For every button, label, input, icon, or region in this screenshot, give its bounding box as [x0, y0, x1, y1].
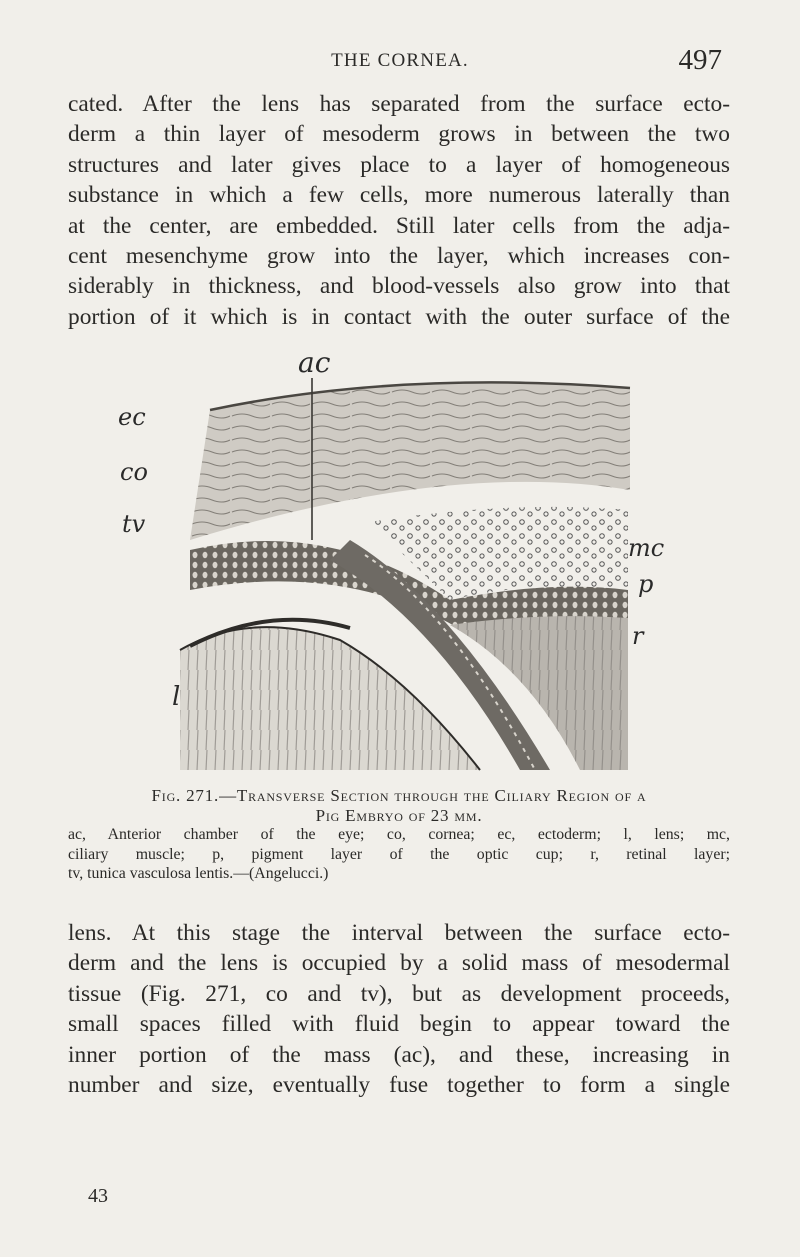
ciliary-section-illustration — [150, 350, 650, 780]
text-line: cent mesenchyme grow into the layer, which increases con- — [68, 243, 730, 270]
text-line: substance in which a few cells, more numerous laterally than — [68, 182, 730, 209]
page-number: 497 — [678, 44, 722, 76]
label-tv: tv — [122, 510, 146, 538]
label-ec: ec — [118, 403, 146, 431]
caption-body-line: tv, tunica vasculosa lentis.—(Angelucci.) — [68, 865, 329, 883]
figure-271 — [118, 346, 665, 780]
running-head — [0, 46, 800, 76]
caption-title-line-2: Pig Embryo of 23 mm. — [315, 805, 483, 825]
text-line: siderably in thickness, and blood-vessels also grow into that — [68, 273, 730, 300]
text-line: small spaces filled with fluid begin to appear toward the — [68, 1011, 730, 1038]
text-line: inner portion of the mass (ac), and these, increasing in — [68, 1041, 730, 1068]
paragraph-1 — [68, 89, 730, 332]
text-line: at the center, are embedded. Still later cells from the adja- — [68, 212, 730, 239]
text-line: lens. At this stage the interval between the surface ecto- — [68, 920, 730, 946]
text-line: tissue (Fig. 271, co and tv), but as development proceeds, — [68, 980, 730, 1007]
caption-title-line-1: Fig. 271.—Transverse Section through the Ciliary Region of a — [151, 786, 647, 805]
running-title: THE CORNEA. — [331, 50, 469, 71]
label-p: p — [638, 570, 654, 598]
text-line: derm and the lens is occupied by a solid mass of mesodermal — [68, 950, 730, 977]
text-line: cated. After the lens has separated from the surface ecto- — [68, 91, 730, 117]
text-line: structures and later gives place to a layer of homogeneous — [68, 151, 730, 178]
paragraph-2 — [68, 918, 730, 1100]
caption-body-line: ciliary muscle; p, pigment layer of the optic cup; r, retinal layer; — [68, 845, 730, 863]
label-mc: mc — [628, 534, 665, 562]
label-ac: ac — [298, 346, 331, 379]
text-line: portion of it which is in contact with the outer surface of the — [68, 303, 730, 330]
figure-caption — [68, 786, 730, 884]
label-l: l — [172, 682, 181, 712]
text-line: derm a thin layer of mesoderm grows in between the two — [68, 121, 730, 148]
text-line: number and size, eventually fuse together to form a single — [68, 1072, 730, 1099]
label-co: co — [120, 458, 148, 486]
signature-mark: 43 — [88, 1185, 108, 1207]
caption-body-line: ac, Anterior chamber of the eye; co, cornea; ec, ectoderm; l, lens; mc, — [68, 826, 730, 844]
label-r: r — [632, 622, 644, 650]
